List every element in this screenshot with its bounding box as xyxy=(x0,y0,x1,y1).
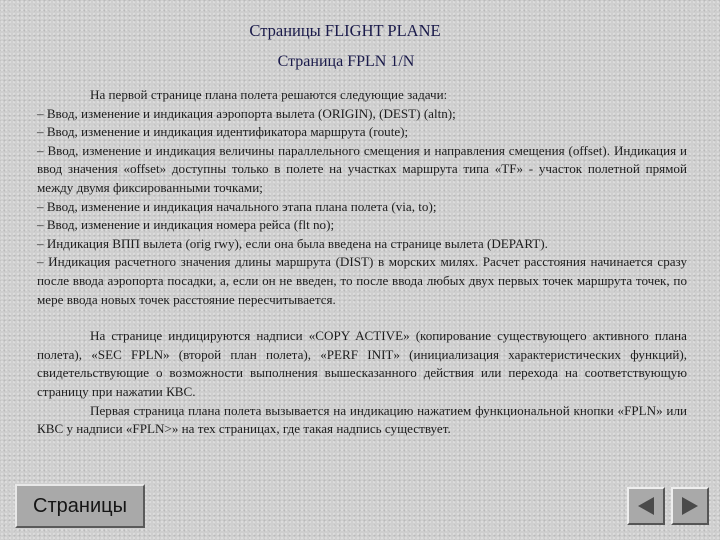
triangle-left-icon xyxy=(634,494,658,518)
triangle-right-icon xyxy=(678,494,702,518)
list-item: – Ввод, изменение и индикация номера рейса (flt no); xyxy=(37,217,335,233)
list-item: – Индикация ВПП вылета (orig rwy), если она была введена на странице вылета (DEPART). xyxy=(37,235,548,251)
previous-slide-button[interactable] xyxy=(627,487,665,525)
page-subtitle: Страница FPLN 1/N xyxy=(277,53,415,70)
body-paragraph: Первая страница плана полета вызывается на индикацию нажатием функциональной кнопки «FPLN» или КВС у надписи «FPLN>» на тех страницах, где такая надпись существует. xyxy=(37,402,687,437)
list-item: – Ввод, изменение и индикация величины параллельного смещения и направления смещения (offset). Индикация и ввод значения «offset» доступны только в полете на участках маршрута типа «TF» - участок полетной прямой между двумя фиксированными точками; xyxy=(37,142,687,195)
document-body xyxy=(37,86,687,439)
pages-button[interactable]: Страницы xyxy=(15,484,145,528)
list-item: – Ввод, изменение и индикация идентификатора маршрута (route); xyxy=(37,124,409,140)
intro-paragraph: На первой странице плана полета решаются следующие задачи: xyxy=(90,87,448,102)
page-title-suffix: FLIGHT PLANE xyxy=(320,21,441,40)
body-paragraph: На странице индицируются надписи «COPY ACTIVE» (копирование существующего активного плана полета), «SEC FPLN» (второй план полета), «PERF INIT» (инициализация характеристических функций), свидетельствующие о возможности выполнения вышесказанного действия или перехода на соответствующую страницу при нажатии КВС. xyxy=(37,328,687,399)
list-item: – Ввод, изменение и индикация начального этапа плана полета (via, to); xyxy=(37,198,437,214)
page-title-prefix: Страницы xyxy=(249,21,321,40)
page-title xyxy=(0,21,705,41)
next-slide-button[interactable] xyxy=(671,487,709,525)
list-item: – Ввод, изменение и индикация аэропорта вылета (ORIGIN), (DEST) (altn); xyxy=(37,105,456,121)
list-item: – Индикация расчетного значения длины маршрута (DIST) в морских милях. Расчет расстояния начинается сразу после ввода аэропорта посадки, а, если он не введен, то после ввода любых двух первых точек маршрута точек, по мере ввода новых точек расстояние пересчитывается. xyxy=(37,254,687,307)
